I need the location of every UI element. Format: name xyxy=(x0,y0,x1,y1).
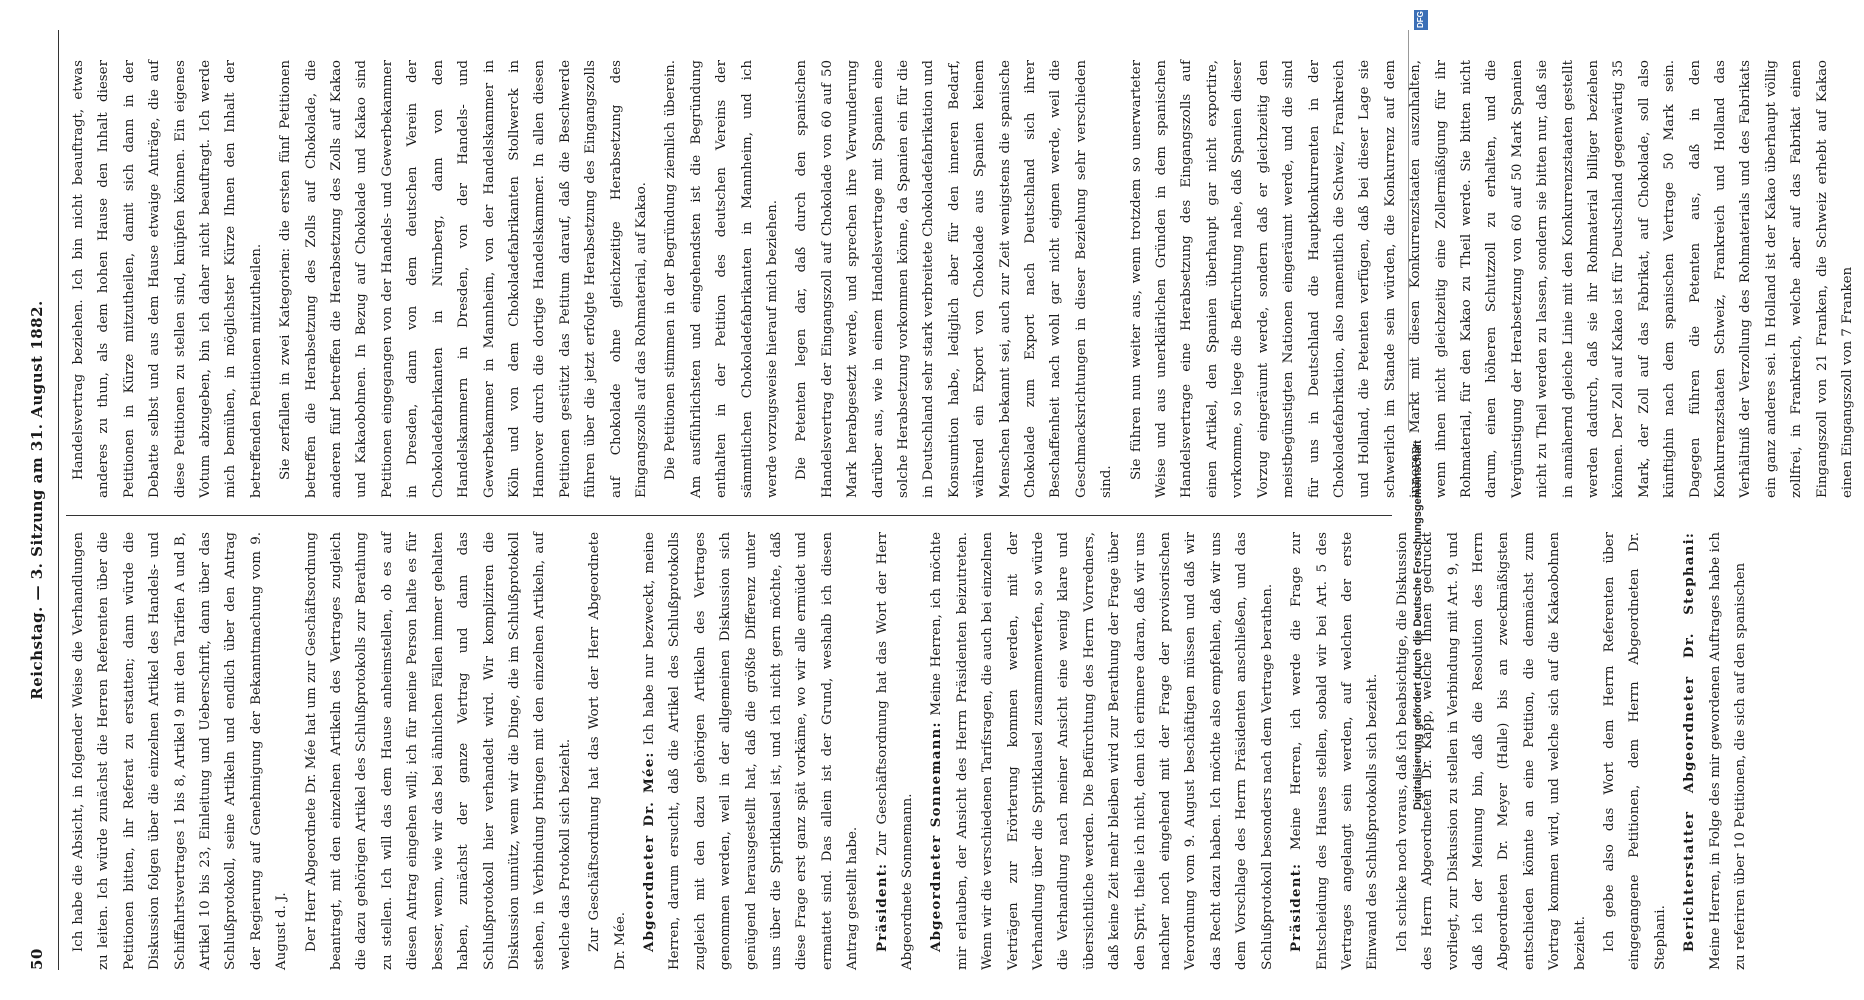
paragraph xyxy=(66,60,269,498)
paragraph-text: Meine Herren, ich möchte mir erlauben, der Ansicht des Herrn Präsidenten beizutreten. Wenn wir die verschiedenen Tarifsragen, die auch bei einzelnen Verträgen zur Erörterung kommen werden, mit der Verhandlung über die Spritklausel zusammenwerfen, so würde die Verhandlung nach meiner Ansicht eine wenig klare und übersichtliche werden. Die Befürchtung des Herrn Vorredners, daß keine Zeit mehr bleiben wird zur Berathung der Frage über den Sprit, theile ich nicht, denn ich erinnere daran, daß wir uns nachher noch eingehend mit der Frage der provisorischen Verordnung vom 9. August beschäftigen müssen und daß wir das Recht dazu haben. Ich möchte also empfehlen, daß wir uns dem Vorschlage des Herrn Präsidenten anschließen, und das Schlußprotokoll besonders nach dem Vertrage berathen. xyxy=(929,531,1275,970)
paragraph-text: Ich gebe also das Wort dem Herrn Referenten über eingegangene Petitionen, dem Herrn Abgeordneten Dr. Stephani. xyxy=(1601,532,1668,970)
paragraph-text: Meine Herren, ich werde die Frage zur Entscheidung des Hauses stellen, sobald wir bei Art. 5 des Vertrages angelangt sein werden, auf welchen der erste Einwand des Schlußprotokolls sich bezieht. xyxy=(1289,532,1381,970)
paragraph xyxy=(789,60,1119,498)
dfg-sidebar xyxy=(1412,30,1428,810)
paragraph-text: Zur Geschäftsordnung hat das Wort der Herr Abgeordnete Dr. Mée. xyxy=(587,532,628,970)
paragraph xyxy=(658,60,785,498)
dfg-credit-text: Digitalisierung gefördert durch die Deutsche Forschungsgemeinschaft xyxy=(1412,440,1424,810)
dfg-logo: DFG xyxy=(1414,10,1428,30)
paragraph-text: Ich habe die Absicht, in folgender Weise die Verhandlungen zu leiten. Ich würde zunächst die Herren Referenten über die Petitionen bitten, ihr Referat zu erstatten; dann würde die Diskussion folgen über die einzelnen Artikel des Handels- und Schiffahrtsvertrages 1 bis 8, Artikel 9 mit den Tarifen A und B, Artikel 10 bis 23, Einleitung und Ueberschrift, dann über das Schlußprotokoll, seine Artikeln und endlich über den Antrag der Regierung auf Genehmigung der Bekanntmachung vom 9. August d. J. xyxy=(71,532,290,970)
paragraph xyxy=(582,532,633,970)
paragraph xyxy=(1677,532,1753,970)
sidebar-rule xyxy=(1408,30,1409,430)
paragraph xyxy=(1597,532,1673,970)
paragraph-text: Meine Herren, in Folge des mir gewordenen Auftrages habe ich zu referiren über 10 Petitionen, die sich auf den spanischen xyxy=(1707,532,1748,970)
header-rule xyxy=(58,30,59,970)
paragraph xyxy=(870,532,921,970)
paragraph xyxy=(273,60,654,498)
paragraph xyxy=(299,532,578,970)
paragraph-text: Handelsvertrag beziehen. Ich bin nicht beauftragt, etwas anderes zu thun, als dem hohen Hause den Inhalt dieser Petitionen in Kürze mitzutheilen, damit sich dann in der Debatte selbst und aus dem Hause etwaige Anträge, die auf diese Petitionen zu stellen sind, knüpfen können. Ein eigenes Votum abzugeben, bin ich daher nicht beauftragt. Ich werde mich bemühen, in möglichster Kürze Ihnen den Inhalt der betreffenden Petitionen mitzutheilen. xyxy=(71,60,264,498)
paragraph xyxy=(1124,60,1861,498)
speaker-name: Präsident: xyxy=(1288,862,1305,952)
right-column xyxy=(66,60,1864,498)
paragraph-text: Ich habe nur bezweckt, meine Herren, darum ersucht, daß die Artikel des Schlußprotokolls zugleich mit den dazu gehörigen Artikeln des Vertrages genommen werden, weil in der allgemeinen Diskussion sich genügend herausgestellt hat, daß die größte Differenz unter uns über die Spritklausel ist, und ich nicht gern möchte, daß diese Frage erst ganz spät vorkäme, wo wir alle ermüdet und ermattet sind. Das allein ist der Grund, weshalb ich diesen Antrag gestellt habe. xyxy=(641,532,861,970)
paragraph xyxy=(637,532,866,970)
speaker-name: Berichterstatter Abgeordneter Dr. Stephani: xyxy=(1681,532,1698,952)
running-title: Reichstag. — 3. Sitzung am 31. August 1882. xyxy=(28,300,46,700)
paragraph-text: Die Petitionen stimmen in der Begründung ziemlich überein. Am ausführlichsten und eingehendsten ist die Begründung enthalten in der Petition des deutschen Vereins der sämmtlichen Chokoladefabrikanten in Mannheim, und ich werde vorzugsweise hierauf mich beziehen. xyxy=(663,60,780,498)
paragraph-text: Die Petenten legen dar, daß durch den spanischen Handelsvertrag der Eingangszoll auf Chokolade von 60 auf 50 Mark herabgesetzt werde, und sprechen ihre Verwunderung darüber aus, wie in einem Handelsvertrage mit Spanien eine solche Herabsetzung vorkommen könne, da Spanien ein für die in Deutschland sehr stark verbreitete Chokoladefabrikation und Konsumtion habe, lediglich aber für den inneren Bedarf, während ein Export von Chokolade aus Spanien keinem Menschen bekannt sei, auch zur Zeit wenigstens die spanische Chokolade zum Export nach Deutschland sich ihrer Beschaffenheit nach wohl gar nicht eignen werde, weil die Geschmacksrichtungen in dieser Beziehung sehr verschieden sind. xyxy=(794,60,1115,498)
left-column xyxy=(66,532,1757,970)
speaker-name: Präsident: xyxy=(873,862,890,952)
paragraph-text: Sie führen nun weiter aus, wenn trotzdem so unerwarteter Weise und aus unerklärlichen Gründen in dem spanischen Handelsvertrage eine Herabsetzung des Eingangszolls auf einen Artikel, den Spanien überhaupt gar nicht exportire, vorkomme, so liege die Befürchtung nahe, daß Spanien dieser Vorzug eingeräumt werde, sondern daß er gleichzeitig den meistbegünstigten Nationen eingeräumt werde, und die sind für uns in Deutschland die Hauptkonkurrenten in der Chokoladefabrikation, also namentlich die Schweiz, Frankreich und Holland, die Petenten verfügen, daß bei dieser Lage sie schwerlich im Stande sein würden, die Konkurrenz auf dem inneren Markt mit diesen Konkurrenzstaaten auszuhalten, wenn ihnen nicht gleichzeitig eine Zollermäßigung für ihr Rohmaterial, für den Kakao zu Theil werde. Sie bitten nicht darum, einen höheren Schutzzoll zu erhalten, und die Vergünstigung der Herabsetzung von 60 auf 50 Mark Spanien nicht zu Theil werden zu lassen, sondern sie bitten nur, daß sie in annähernd gleiche Linie mit den Konkurrenzstaaten gestellt werden dadurch, daß sie ihr Rohmaterial billiger beziehen können. Der Zoll auf Kakao ist für Deutschland gegenwärtig 35 Mark, der Zoll auf das Fabrikat, auf Chokolade, soll also künftighin nach dem spanischen Vertrage 50 Mark sein. Dagegen führen die Petenten aus, daß in den Konkurrenzstaaten Schweiz, Frankreich und Holland das Verhältniß der Verzollung des Rohmaterials und des Fabrikats ein ganz anderes sei. In Holland ist der Kakao überhaupt völlig zollfrei, in Frankreich, welche aber auf das Fabrikat einen Eingangszoll von 21 Franken, die Schweiz erhebt auf Kakao einen Eingangszoll von 7 Franken xyxy=(1128,60,1856,498)
paragraph-text: Sie zerfallen in zwei Kategorien: die ersten fünf Petitionen betreffen die Herabsetzung des Zolls auf Chokolade, die anderen fünf betreffen die Herabsetzung des Zolls auf Kakao und Kakaobohnen. In Bezug auf Chokolade und Kakao sind Petitionen eingegangen von der Handels- und Gewerbekammer in Dresden, dann von dem deutschen Verein der Chokoladefabrikanten in Nürnberg, dann von den Handelskammern in Dresden, von der Handels- und Gewerbekammer in Mannheim, von der Handelskammer in Köln und von dem Chokoladefabrikanten Stollwerck in Hannover durch die dortige Handelskammer. In allen diesen Petitionen gestützt das Petitum darauf, daß die Beschwerde führen über die jetzt erfolgte Herabsetzung des Eingangszolls auf Chokolade ohne gleichzeitige Herabsetzung des Eingangszolls auf das Rohmaterial, auf Kakao. xyxy=(278,60,649,498)
paragraph-text: Zur Geschäftsordnung hat das Wort der Herr Abgeordnete Sonnemann. xyxy=(874,532,915,970)
paragraph xyxy=(924,532,1280,970)
paragraph-text: Ich schicke noch voraus, daß ich beabsichtige, die Diskussion des Herrn Abgeordneten Dr. Kapp, welche Ihnen gedruckt vorliegt, zur Diskussion zu stellen in Verbindung mit Art. 9, und daß ich der Meinung bin, daß die Resolution des Herrn Abgeordneten Dr. Meyer (Halle) bis an zweckmäßigsten entschieden könnte an eine Petition, die demnächst zum Vortrag kommen wird, und welche sich auf die Kakaobohnen bezieht. xyxy=(1394,532,1588,970)
paragraph xyxy=(66,532,295,970)
paragraph xyxy=(1284,532,1386,970)
paragraph-text: Der Herr Abgeordnete Dr. Mée hat um zur Geschäftsordnung beantragt, mit den einzelnen Artikeln des Vertrages zugleich die dazu gehörigen Artikel des Schlußprotokolls zur Berathung zu stellen. Ich will das dem Hause anheimstellen, ob es auf diesen Antrag eingehen will; ich für meine Person halte es für besser, wenn, wie wir das bei ähnlichen Fällen immer gehalten haben, zunächst der ganze Vertrag und dann das Schlußprotokoll hier verhandelt wird. Wir kompliziren die Diskussion unnütz, wenn wir die Dinge, die im Schlußprotokoll stehen, in Verbindung bringen mit den einzelnen Artikeln, auf welche das Protokoll sich bezieht. xyxy=(303,532,573,970)
column-divider xyxy=(66,515,1392,516)
page-header xyxy=(28,30,52,970)
speaker-name: Abgeordneter Sonnemann: xyxy=(928,721,945,952)
page-number: 50 xyxy=(28,948,46,970)
speaker-name: Abgeordneter Dr. Mée: xyxy=(640,751,657,952)
